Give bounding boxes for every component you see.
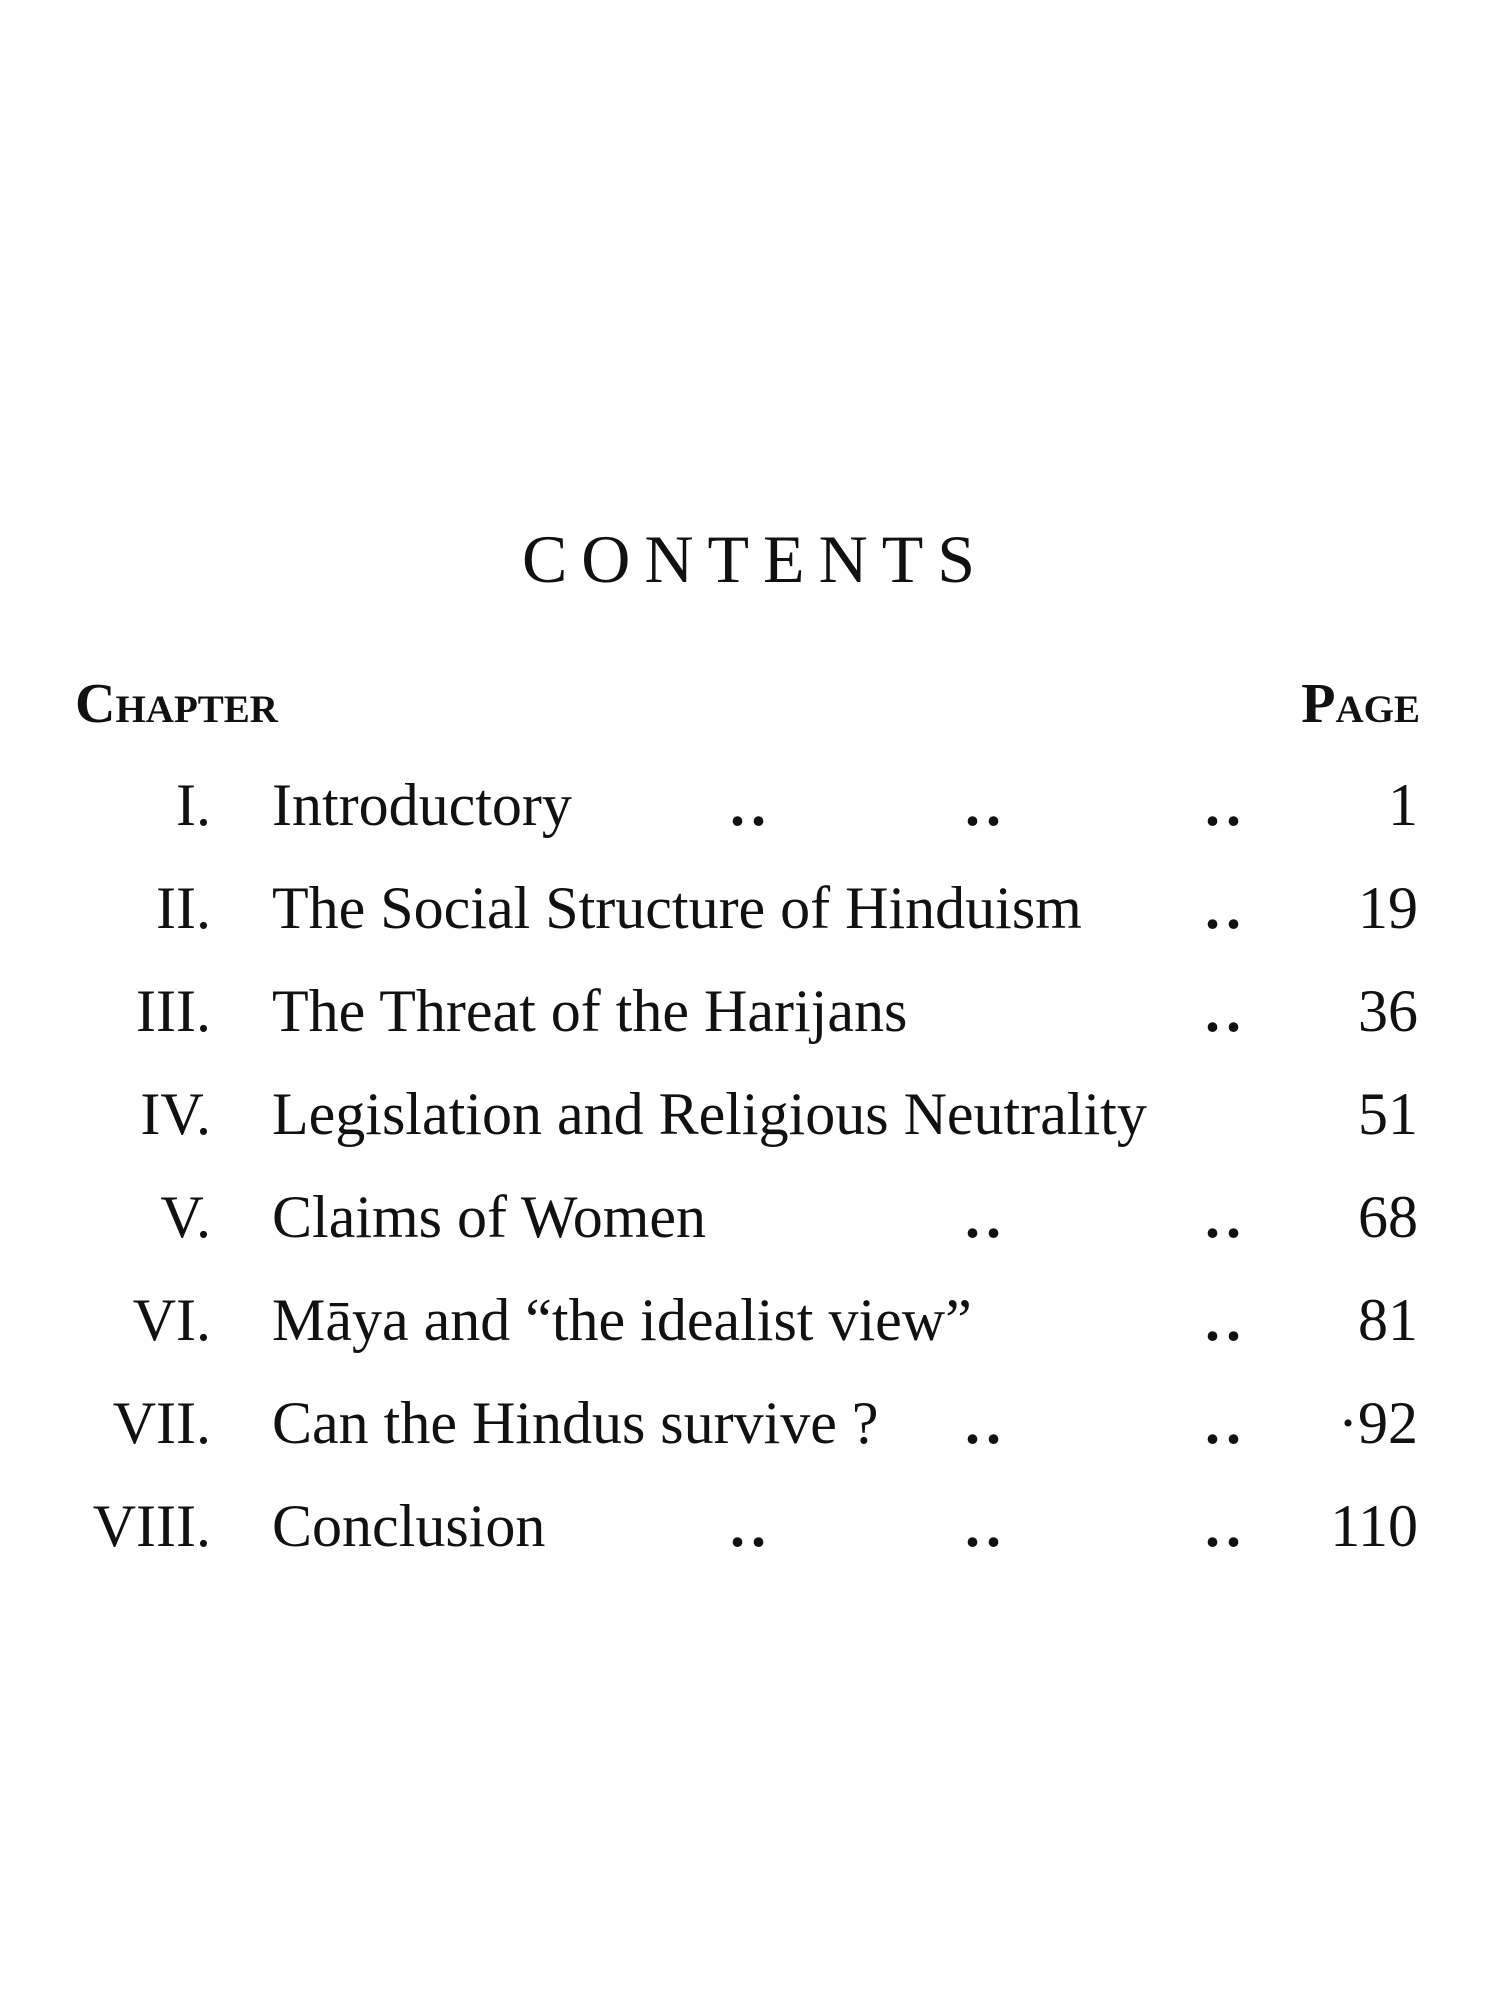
page-number: ·92 bbox=[1338, 1390, 1418, 1456]
page-number: 110 bbox=[1330, 1493, 1418, 1559]
dot-leader: .. bbox=[1205, 1184, 1247, 1250]
dot-leader: .. bbox=[730, 772, 772, 838]
chapter-number: V. bbox=[160, 1184, 211, 1250]
dot-leader: .. bbox=[1205, 1493, 1247, 1559]
dot-leader: .. bbox=[1205, 1287, 1247, 1353]
chapter-number: II. bbox=[156, 875, 211, 941]
dot-leader: .. bbox=[1205, 978, 1247, 1044]
dot-leader: .. bbox=[965, 1390, 1007, 1456]
dot-leader: .. bbox=[1205, 1390, 1247, 1456]
chapter-title: Introductory bbox=[272, 772, 572, 838]
dot-leader: .. bbox=[1205, 772, 1247, 838]
page-number: 19 bbox=[1358, 875, 1418, 941]
contents-column-headers bbox=[75, 672, 1420, 742]
toc-entry bbox=[0, 1177, 1511, 1257]
toc-entry bbox=[0, 868, 1511, 948]
dot-leader: .. bbox=[1205, 875, 1247, 941]
toc-entry bbox=[0, 1383, 1511, 1463]
page-column-header: Page bbox=[1301, 673, 1420, 735]
toc-entry bbox=[0, 1074, 1511, 1154]
chapter-title: Claims of Women bbox=[272, 1184, 707, 1250]
toc-entry bbox=[0, 765, 1511, 845]
dot-leader: .. bbox=[965, 1184, 1007, 1250]
toc-entry bbox=[0, 1280, 1511, 1360]
chapter-title: The Social Structure of Hinduism bbox=[272, 875, 1082, 941]
page-number: 81 bbox=[1358, 1287, 1418, 1353]
chapter-title: Conclusion bbox=[272, 1493, 546, 1559]
chapter-title: Legislation and Religious Neutrality bbox=[272, 1081, 1147, 1147]
chapter-title: Can the Hindus survive ? bbox=[272, 1390, 879, 1456]
chapter-number: I. bbox=[176, 772, 211, 838]
chapter-number: VI. bbox=[132, 1287, 211, 1353]
chapter-title: The Threat of the Harijans bbox=[272, 978, 908, 1044]
dot-leader: .. bbox=[730, 1493, 772, 1559]
page-number: 51 bbox=[1358, 1081, 1418, 1147]
chapter-number: VII. bbox=[112, 1390, 211, 1456]
toc-entry bbox=[0, 1486, 1511, 1566]
chapter-column-header: Chapter bbox=[75, 673, 278, 735]
chapter-number: III. bbox=[136, 978, 211, 1044]
page-number: 1 bbox=[1388, 772, 1418, 838]
toc-entry bbox=[0, 971, 1511, 1051]
chapter-number: IV. bbox=[140, 1081, 211, 1147]
dot-leader: .. bbox=[965, 1493, 1007, 1559]
chapter-number: VIII. bbox=[92, 1493, 211, 1559]
contents-title: CONTENTS bbox=[521, 521, 990, 597]
dot-leader: .. bbox=[965, 772, 1007, 838]
page-number: 68 bbox=[1358, 1184, 1418, 1250]
page-number: 36 bbox=[1358, 978, 1418, 1044]
chapter-title: Māya and “the idealist view” bbox=[272, 1287, 972, 1353]
